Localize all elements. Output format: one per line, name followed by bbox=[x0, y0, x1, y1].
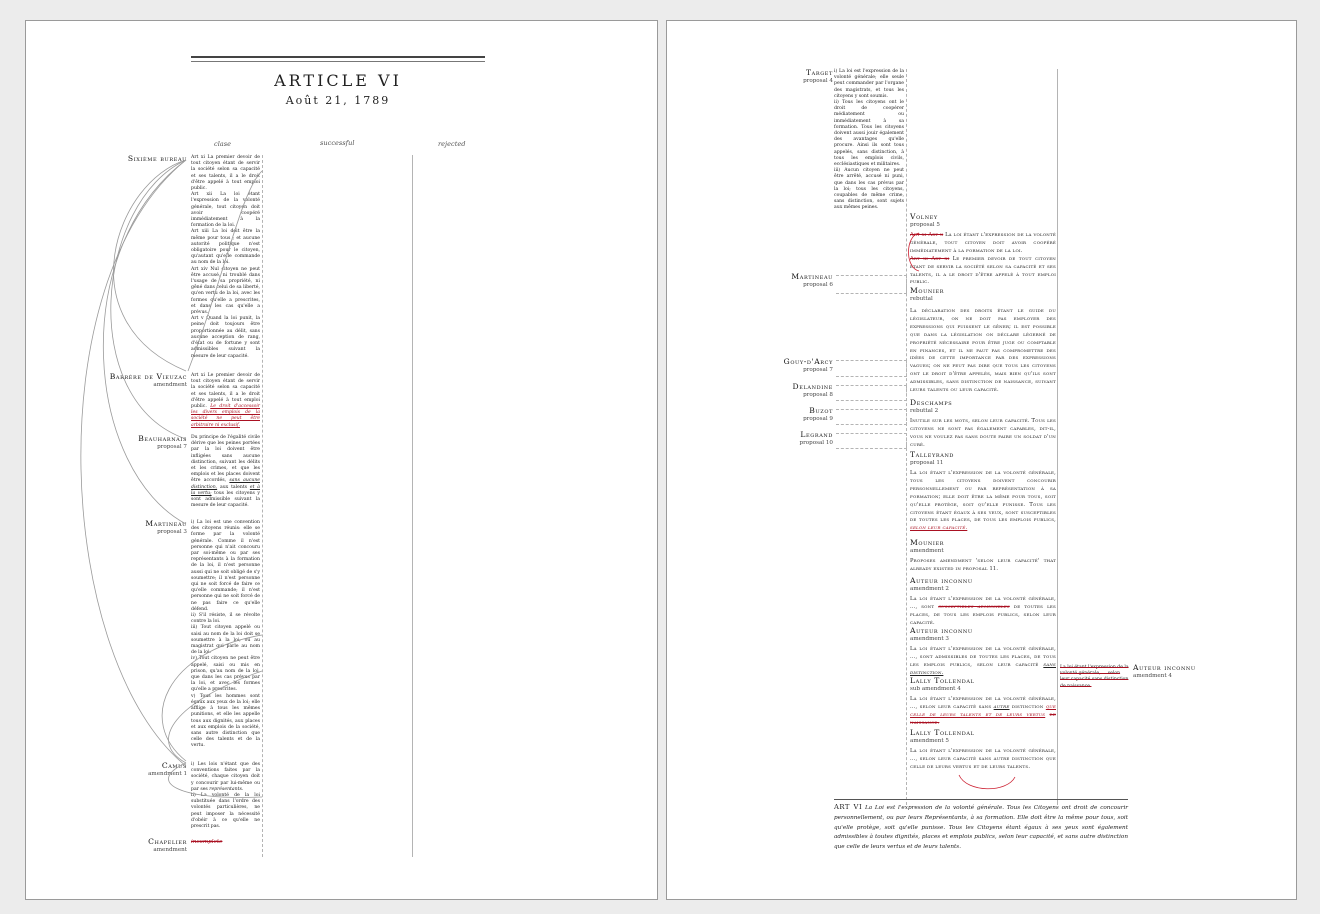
auteur-amendment-2-block bbox=[910, 576, 1056, 628]
sixieme-art-xii: Art xii La loi étant l'expression de la volonté générale, tout citoyen doit avoir coopéré immédiatement à la formation de la loi. bbox=[191, 192, 260, 229]
sixieme-art-xiv: Art xiv Nul citoyen ne peut être accusé, ni troublé dans l'usage de sa propriété, ni gêné dans celui de sa liberté, qu'en vertu de la loi, avec les formes qu'elle a prescrites, et dans les cas qu'elle a prévus. bbox=[191, 266, 260, 316]
auteur-amendment-2-t2: de toutes les places, de tous les emplois publics, selon leur capacité. bbox=[910, 603, 1056, 626]
volney-t2: Le premier devoir de tout citoyen étant de servir la société selon sa capacité et ses talents, il a le droit d'être appelé à tout emploi public. bbox=[910, 255, 1057, 286]
lally-sub-amendment-sub: sub amendment 4 bbox=[910, 686, 961, 692]
buzot-bracket bbox=[836, 409, 907, 425]
arc-bureau-barrere bbox=[114, 160, 186, 371]
volney-strike-2: Art xi Art xi bbox=[910, 255, 950, 262]
target-text bbox=[834, 69, 904, 212]
martineau-label bbox=[86, 519, 187, 535]
mounier-amendment-name: Mounier bbox=[910, 538, 945, 547]
delandine-label bbox=[747, 382, 833, 398]
gouy-darcy-bracket bbox=[836, 360, 907, 377]
sixieme-bureau-label bbox=[86, 154, 187, 163]
auteur-amendment-3-t1: La loi étant l'expression de la volonté générale, ..., sont admissibles de toutes les places, de tous les emplois publics, selon leur capacité bbox=[910, 646, 1056, 668]
martineau-name: Martineau bbox=[145, 519, 187, 528]
auteur-amendment-2-red: susceptibles admissibles bbox=[938, 603, 1010, 610]
rejected-amendment-4-text: La loi étant l'expression de la volonté générale, ... selon leur capacité sans distinction de naissance. bbox=[1060, 665, 1129, 689]
delandine-name: Delandine bbox=[792, 382, 833, 391]
chapelier-sub: amendment bbox=[153, 847, 187, 853]
auteur-amendment-2-sub: amendment 2 bbox=[910, 586, 949, 592]
beauharnais-label bbox=[86, 434, 187, 450]
beauharnais-t1: Du principe de l'égalité civile dérive que les peines portées par la loi doivent être infligées sans aucune distinction, suivant les délits et les crimes, et que les emplois et les places doivent être accordés, bbox=[191, 435, 260, 484]
column-divider-clase bbox=[262, 155, 263, 857]
martineau-p6-bracket bbox=[836, 275, 907, 294]
auteur-amendment-3-it: sans distinction. bbox=[910, 661, 1056, 676]
barrere-art: Art xi Le premier devoir de tout citoyen étant de servir la société selon sa capacité et ses talents, il a le droit d'être appelé à tout emploi public. bbox=[191, 373, 260, 410]
mounier-rebuttal-text: La déclaration des droits étant le guide du législateur, on ne doit pas employer des expressions qui puissent le gêner; il est possible que dans la législation on déclare légerné de propriété nécessaire pour être juge ou comptable en finances, et il ne faut pas compromettre des idées de cette importance par des expressions vagues; on ne peut pas dire que tous les citoyens ont le droit d'être appelés, mais bien qu'ils sont admissibles, sans distinction de naissance, suivant leurs talents ou leur capacité. bbox=[910, 308, 1056, 394]
martineau-ii: ii) S'il résiste, il se révolte contre la loi. bbox=[191, 613, 260, 625]
mounier-rebuttal-block bbox=[910, 286, 1056, 395]
title-rule bbox=[191, 56, 485, 58]
mounier-amendment-sub: amendment bbox=[910, 548, 944, 554]
auteur-amendment-2-text bbox=[910, 596, 1056, 628]
lally-sub-amendment-block bbox=[910, 676, 1056, 728]
martineau-v: v) Tous les hommes sont égaux aux yeux de la loi; elle afflige à tous les mêmes punitions, et elle les appelle tous aux dignités, aux places et aux emplois de la société, sans autre distinction que celle des talents et de la vertu. bbox=[191, 693, 260, 749]
legrand-label bbox=[747, 430, 833, 446]
auteur-amendment-3-name: Auteur inconnu bbox=[910, 626, 973, 635]
final-article-text: La Loi est l'expression de la volonté générale. Tous les Citoyens ont droit de concourir personnellement, ou par leurs Représentants, à sa formation. Elle doit être la même pour tous, soit qu'elle protège, soit qu'elle punisse. Tous les Citoyens étant égaux à ses yeux sont également admissibles à toutes dignités, places et emplois publics, selon leur capacité, et sans autre distinction que celle de leurs vertus et de leurs talents. bbox=[834, 805, 1128, 851]
lally-sub-t1: La loi étant l'expression de la volonté générale, ..., selon leur capacité sans bbox=[910, 696, 1056, 710]
title-rule-thin bbox=[191, 61, 485, 62]
article-date: Août 21, 1789 bbox=[285, 94, 391, 107]
page2-divider-successful bbox=[1057, 69, 1058, 805]
target-ii: ii) Tous les citoyens ont le droit de coopérer médiatement ou immédiatement à sa formation. Tous les citoyens doivent aussi jouir également des avantages qu'elle procure. Ainsi ils sont tous appelés, sans distinction, à tous les emplois civils, ecclésiastiques et militaires. bbox=[834, 100, 904, 168]
target-name: Target bbox=[805, 68, 833, 77]
chapelier-label bbox=[86, 837, 187, 853]
delandine-sub: proposal 8 bbox=[803, 392, 833, 398]
camus-i-text: i) Les lois n'étant que des conventions faites par la société, chaque citoyen doit y concourir par lui-même ou par ses bbox=[191, 762, 260, 792]
martineau-text bbox=[191, 520, 260, 750]
final-rule bbox=[834, 799, 1128, 800]
martineau-i: i) La loi est une convention des citoyens réunis: elle se forme par la volonté générale. Comme il n'est personne qui n'ait concouru par soi-même ou par ses représentants à la formation de la loi, il n'est personne aussi qui ne soit obligé de s'y soumettre; il n'est personne qui ne soit forcé de faire ce qu'elle commande; il n'est personne qui ne soit forcé de ne pas faire ce qu'elle défend. bbox=[191, 520, 260, 612]
arc-bureau-beauharnais bbox=[111, 160, 186, 439]
auteur-amendment-3-sub: amendment 3 bbox=[910, 636, 949, 642]
target-sub: proposal 4 bbox=[803, 78, 833, 84]
camus-sub: amendment 1 bbox=[148, 771, 187, 777]
barrere-sub: amendment bbox=[153, 382, 187, 388]
target-iii: iii) Aucun citoyen ne peut être arrêté, accusé ni puni, que dans les cas prévus par la loi; tous les citoyens, coupables de même crime, sans distinction, sont sujets aux mêmes peines. bbox=[834, 168, 904, 211]
lally-sub-it: autre bbox=[993, 703, 1010, 710]
beauharnais-t3: tous les citoyens y sont admissible suivant la mesure de leur capacité. bbox=[191, 490, 261, 509]
beauharnais-sub: proposal 7 bbox=[157, 444, 187, 450]
mounier-amendment-text: Proposes amendment 'selon leur capacité' that already existed in proposal 11. bbox=[910, 558, 1056, 572]
mounier-rebuttal-sub: rebuttal bbox=[910, 296, 933, 302]
camus-i-italic: représentants. bbox=[209, 786, 244, 792]
column-divider-successful bbox=[412, 155, 413, 857]
final-article-label: ART VI bbox=[834, 803, 863, 811]
sixieme-art-v: Art v Quand la loi punit, la peine doit toujours être proportionnée au délit, sans aucune acception de rang, d'état ou de fortune y sont admissibles suivant la mesure de leur capacité. bbox=[191, 316, 260, 359]
target-label bbox=[747, 68, 833, 84]
talleyrand-red: selon leur capacité. bbox=[910, 525, 968, 532]
buzot-label bbox=[747, 406, 833, 422]
martineau-iii: iii) Tout citoyen appelé ou saisi au nom de la loi doit se soumettre à la loi, ou au magistrat qui parle au nom de la loi. bbox=[191, 625, 260, 656]
mounier-rebuttal-name: Mounier bbox=[910, 286, 945, 295]
talleyrand-block bbox=[910, 450, 1056, 533]
arc-bureau-martineau bbox=[103, 160, 186, 524]
page-right bbox=[666, 20, 1297, 900]
volney-name: Volney bbox=[910, 212, 938, 221]
martineau-iv: iv) Tout citoyen ne peut être appelé, saisi ou mis en prison, qu'au nom de la loi, que dans les cas prévus par la loi, et avec les formes qu'elle a prescrites. bbox=[191, 656, 260, 693]
volney-strike-1: Art xi Art x bbox=[910, 232, 944, 238]
target-i: i) La loi est l'expression de la volonté générale; elle seule peut commander par l'organe des magistrats, et tous les citoyens y sont soumis. bbox=[834, 69, 904, 99]
lally-amendment-5-sub: amendment 5 bbox=[910, 738, 949, 744]
arc-bureau-camus bbox=[81, 160, 186, 766]
final-article bbox=[834, 803, 1128, 853]
deschamps-block bbox=[910, 398, 1056, 450]
buzot-name: Buzot bbox=[809, 406, 833, 415]
chapelier-name: Chapelier bbox=[148, 837, 187, 846]
lally-amendment-5-block bbox=[910, 728, 1056, 772]
lally-amendment-5-text: La loi étant l'expression de la volonté générale, ..., selon leur capacité sans autre distinction que celle de leurs vertus et de leurs talents. bbox=[910, 748, 1056, 770]
beauharnais-name: Beauharnais bbox=[138, 434, 187, 443]
lally-sub-t2: distinction bbox=[1011, 703, 1044, 710]
page-left bbox=[25, 20, 658, 900]
barrere-label bbox=[66, 372, 187, 388]
legrand-bracket bbox=[836, 433, 907, 449]
rejected-amendment-4-name: Auteur inconnu bbox=[1133, 663, 1196, 672]
column-header-rejected: rejected bbox=[438, 140, 466, 148]
gouy-darcy-label bbox=[727, 357, 833, 373]
martineau-p6-label bbox=[747, 272, 833, 288]
deschamps-text: Inutile sur les mots, selon leur capacité. Tous les citoyens ne sont pas également capables, dit-il, vous ne voulez pas sans doute faire un soldat d'un curé. bbox=[910, 418, 1056, 448]
lally-sub-red: que celle de leurs talents et de leurs vertus bbox=[910, 703, 1056, 718]
talleyrand-t: La loi étant l'expression de la volonté générale, tous les citoyens doivent concourir personnellement ou par représentation à sa formation; elle doit être la même pour tous, soit qu'elle protège, soit qu'elle punisse. Tous les citoyens étant égaux à ses yeux, sont susceptibles de toutes les places, de tous les emplois publics, bbox=[910, 470, 1056, 524]
column-header-successful: successful bbox=[320, 139, 355, 147]
beauharnais-it1: sans aucune distinction, bbox=[191, 478, 260, 490]
camus-text bbox=[191, 762, 260, 830]
martineau-p6-sub: proposal 6 bbox=[803, 282, 833, 288]
volney-t1: La loi étant l'expression de la volonté générale, tout citoyen doit avoir coopéré immédiatement à la formation de la loi. bbox=[910, 232, 1056, 254]
lally-sub-strike: de naissance. bbox=[910, 711, 1056, 726]
legrand-sub: proposal 10 bbox=[799, 440, 833, 446]
mounier-amendment-block bbox=[910, 538, 1056, 574]
beauharnais-text bbox=[191, 435, 260, 509]
barrere-text bbox=[191, 373, 260, 429]
gouy-darcy-name: Gouy-d'Arcy bbox=[783, 357, 833, 366]
talleyrand-sub: proposal 11 bbox=[910, 460, 944, 466]
sixieme-art-xiii: Art xiii La loi doit être la même pour tous ; et aucune autorité politique n'est obligatoire pour le citoyen, qu'autant qu'elle commande au nom de la loi. bbox=[191, 229, 260, 266]
martineau-sub: proposal 3 bbox=[157, 529, 187, 535]
lally-amendment-5-name: Lally Tollendal bbox=[910, 728, 975, 737]
sixieme-bureau-text bbox=[191, 155, 260, 360]
deschamps-sub: rebuttal 2 bbox=[910, 408, 939, 414]
barrere-red: Le droit d'accessoir les divers emplois de la société ne peut être arbitraire ni exclusif. bbox=[191, 404, 260, 428]
auteur-amendment-3-block bbox=[910, 626, 1056, 678]
volney-block bbox=[910, 212, 1056, 287]
lally-sub-amendment-name: Lally Tollendal bbox=[910, 676, 975, 685]
beauharnais-t2: aux talents bbox=[219, 484, 248, 490]
martineau-p6-name: Martineau bbox=[791, 272, 833, 281]
barrere-name: Barrère de Vieuzac bbox=[109, 372, 187, 381]
article-title: ARTICLE VI bbox=[274, 71, 402, 90]
sixieme-art-xi: Art xi La premier devoir de tout citoyen étant de servir la société selon sa capacité et ses talents, il a le droit d'être appelé à tout emploi public. bbox=[191, 155, 260, 192]
rejected-amendment-4-label bbox=[1133, 663, 1223, 679]
delandine-bracket bbox=[836, 385, 907, 401]
auteur-amendment-2-t1: La loi étant l'expression de la volonté générale, ..., sont bbox=[910, 596, 1056, 610]
talleyrand-name: Talleyrand bbox=[910, 450, 955, 459]
red-circle-lally bbox=[959, 775, 1015, 789]
legrand-name: Legrand bbox=[800, 430, 833, 439]
sixieme-bureau-name: Sixième bureau bbox=[127, 154, 187, 163]
deschamps-name: Deschamps bbox=[910, 398, 953, 407]
camus-ii: ii) La volonté de la loi substituée dans l'ordre des volontés particulières, ne peut imposer la nécessité d'obéir à ce qu'elle ne prescrit pas. bbox=[191, 793, 260, 830]
camus-name: Camus bbox=[161, 761, 187, 770]
chapelier-incomplete: incomplete bbox=[191, 839, 223, 845]
buzot-sub: proposal 9 bbox=[803, 416, 833, 422]
camus-i bbox=[191, 762, 260, 793]
camus-label bbox=[86, 761, 187, 777]
auteur-amendment-3-text bbox=[910, 646, 1056, 678]
auteur-amendment-2-name: Auteur inconnu bbox=[910, 576, 973, 585]
gouy-darcy-sub: proposal 7 bbox=[803, 367, 833, 373]
volney-sub: proposal 5 bbox=[910, 222, 940, 228]
volney-text bbox=[910, 232, 1056, 287]
beauharnais-it2: et à la vertu; bbox=[191, 484, 261, 496]
column-header-clase: clase bbox=[214, 140, 232, 148]
rejected-amendment-4-sub: amendment 4 bbox=[1133, 673, 1172, 679]
talleyrand-text bbox=[910, 470, 1056, 533]
lally-sub-amendment-text bbox=[910, 696, 1056, 728]
